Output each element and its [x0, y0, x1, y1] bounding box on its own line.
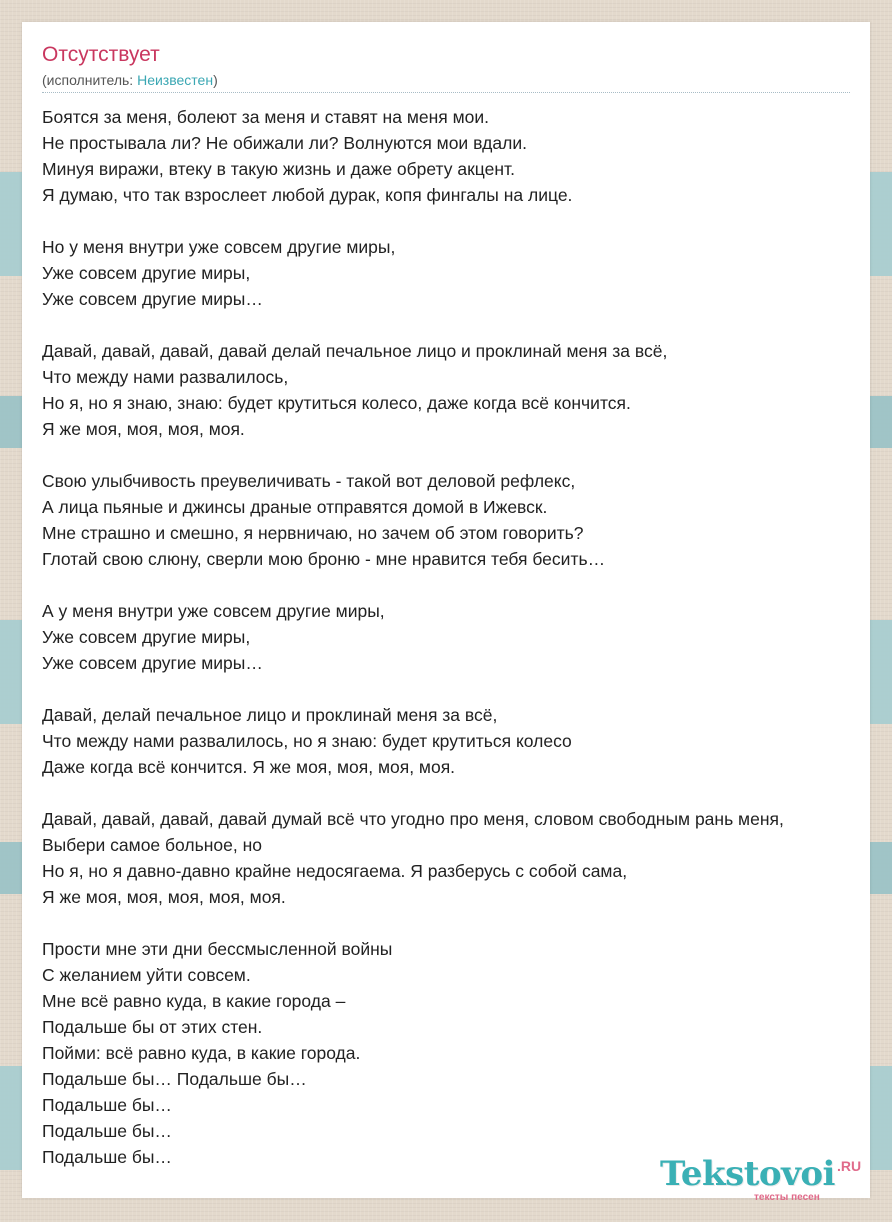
lyric-line: Прости мне эти дни бессмысленной войны — [42, 939, 393, 959]
lyric-line: С желанием уйти совсем. — [42, 965, 251, 985]
lyric-line: Давай, давай, давай, давай думай всё что угодно про меня, словом свободным рань меня, — [42, 809, 784, 829]
stanza-gap — [42, 676, 892, 702]
lyrics-text — [42, 104, 892, 1170]
lyric-line: Глотай свою слюну, сверли мою броню - мне нравится тебя бесить… — [42, 549, 606, 569]
lyric-line: Уже совсем другие миры… — [42, 289, 263, 309]
lyric-line: Не простывала ли? Не обижали ли? Волнуются мои вдали. — [42, 133, 527, 153]
lyric-line: Минуя виражи, втеку в такую жизнь и даже обрету акцент. — [42, 159, 515, 179]
logo-name: Tekstovoi — [660, 1154, 835, 1194]
title-divider — [42, 92, 850, 93]
stanza-gap — [42, 208, 892, 234]
performer-link[interactable]: Неизвестен — [137, 72, 214, 88]
lyric-line: Давай, делай печальное лицо и проклинай меня за всё, — [42, 705, 498, 725]
lyric-line: Выбери самое больное, но — [42, 835, 262, 855]
lyrics-card — [22, 22, 870, 1198]
performer-label: исполнитель: — [46, 72, 134, 88]
lyric-line: Что между нами развалилось, но я знаю: будет крутиться колесо — [42, 731, 572, 751]
lyric-line: Я же моя, моя, моя, моя. — [42, 419, 245, 439]
performer-line: (исполнитель: Неизвестен) — [42, 72, 218, 88]
lyric-line: Но у меня внутри уже совсем другие миры, — [42, 237, 396, 257]
lyric-line: Свою улыбчивость преувеличивать - такой вот деловой рефлекс, — [42, 471, 576, 491]
lyric-line: Уже совсем другие миры, — [42, 263, 251, 283]
lyric-line: Пойми: всё равно куда, в какие города. — [42, 1043, 361, 1063]
lyric-line: Уже совсем другие миры, — [42, 627, 251, 647]
lyric-line: Подальше бы… — [42, 1121, 172, 1141]
lyric-line: Подальше бы… — [42, 1147, 172, 1167]
lyric-line: Подальше бы от этих стен. — [42, 1017, 263, 1037]
lyric-line: Но я, но я давно-давно крайне недосягаема. Я разберусь с собой сама, — [42, 861, 628, 881]
lyric-line: Я думаю, что так взрослеет любой дурак, копя фингалы на лице. — [42, 185, 573, 205]
stanza-gap — [42, 910, 892, 936]
lyric-line: Я же моя, моя, моя, моя, моя. — [42, 887, 286, 907]
lyric-line: Боятся за меня, болеют за меня и ставят на меня мои. — [42, 107, 489, 127]
lyric-line: Мне страшно и смешно, я нервничаю, но зачем об этом говорить? — [42, 523, 584, 543]
lyric-line: Подальше бы… Подальше бы… — [42, 1069, 307, 1089]
lyric-line: Мне всё равно куда, в какие города – — [42, 991, 346, 1011]
song-title: Отсутствует — [42, 43, 160, 66]
site-logo[interactable] — [660, 1154, 862, 1203]
lyric-line: А лица пьяные и джинсы драные отправятся домой в Ижевск. — [42, 497, 548, 517]
lyric-line: Но я, но я знаю, знаю: будет крутиться колесо, даже когда всё кончится. — [42, 393, 631, 413]
lyric-line: Давай, давай, давай, давай делай печальное лицо и проклинай меня за всё, — [42, 341, 668, 361]
lyric-line: Даже когда всё кончится. Я же моя, моя, моя, моя. — [42, 757, 456, 777]
lyric-line: Подальше бы… — [42, 1095, 172, 1115]
lyric-line: Уже совсем другие миры… — [42, 653, 263, 673]
stanza-gap — [42, 442, 892, 468]
logo-tld: .RU — [836, 1158, 862, 1174]
lyric-line: А у меня внутри уже совсем другие миры, — [42, 601, 385, 621]
lyric-line: Что между нами развалилось, — [42, 367, 289, 387]
stanza-gap — [42, 312, 892, 338]
stanza-gap — [42, 572, 892, 598]
stanza-gap — [42, 780, 892, 806]
logo-tagline: тексты песен — [754, 1192, 820, 1203]
